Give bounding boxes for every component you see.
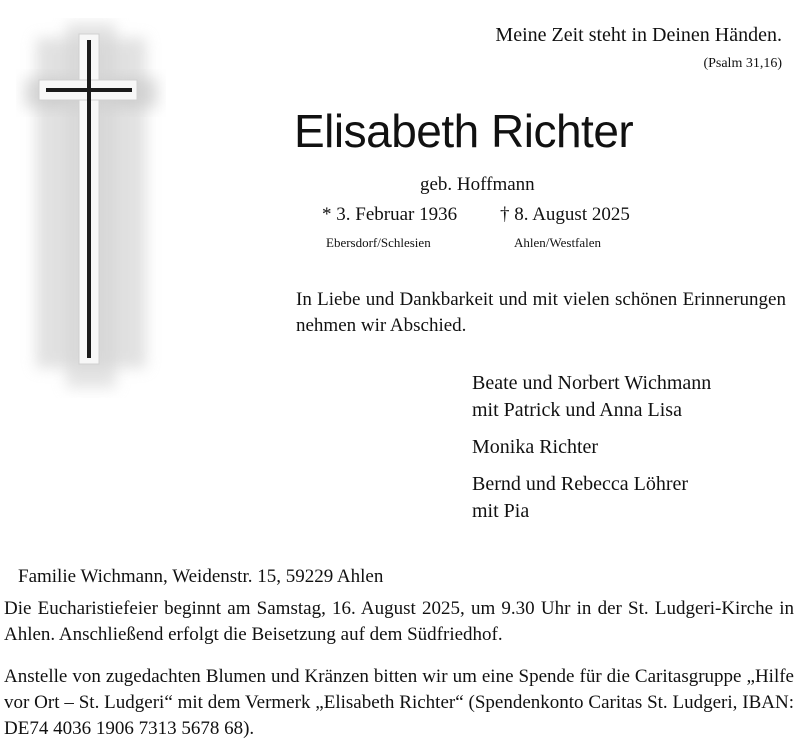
maiden-name: geb. Hoffmann xyxy=(420,174,535,195)
mourner-line: Bernd und Rebecca Löhrer xyxy=(472,473,689,495)
birth-date: * 3. Februar 1936 xyxy=(322,204,458,225)
mourner-line: Monika Richter xyxy=(472,436,599,458)
mourner-line: mit Patrick und Anna Lisa xyxy=(472,399,682,421)
deceased-name: Elisabeth Richter xyxy=(294,105,634,157)
mourner-line: Beate und Norbert Wichmann xyxy=(472,372,712,394)
birth-place: Ebersdorf/Schlesien xyxy=(326,235,431,250)
cross-icon xyxy=(16,18,166,398)
donation-notice: Anstelle von zugedachten Blumen und Kränzen bitten wir um eine Spende für die Caritasgruppe „Hilfe vor Ort – St. Ludgeri“ mit dem Vermerk „Elisabeth Richter“ (Spendenkonto Caritas St. Ludgeri, IBAN: DE74 4036 1906 7313 5678 68). xyxy=(4,666,794,739)
death-date: † 8. August 2025 xyxy=(500,204,630,225)
death-place: Ahlen/Westfalen xyxy=(514,235,602,250)
psalm-reference: (Psalm 31,16) xyxy=(703,56,782,71)
farewell-text: In Liebe und Dankbarkeit und mit vielen schönen Erinnerungen nehmen wir Abschied. xyxy=(296,289,786,336)
service-notice: Die Eucharistiefeier beginnt am Samstag, 16. August 2025, um 9.30 Uhr in der St. Ludgeri-Kirche in Ahlen. Anschließend erfolgt die Beisetzung auf dem Südfriedhof. xyxy=(4,598,794,645)
mourners-list xyxy=(472,370,711,525)
family-address: Familie Wichmann, Weidenstr. 15, 59229 Ahlen xyxy=(18,566,384,587)
mourner-line: mit Pia xyxy=(472,500,530,522)
motto-text: Meine Zeit steht in Deinen Händen. xyxy=(495,24,782,46)
